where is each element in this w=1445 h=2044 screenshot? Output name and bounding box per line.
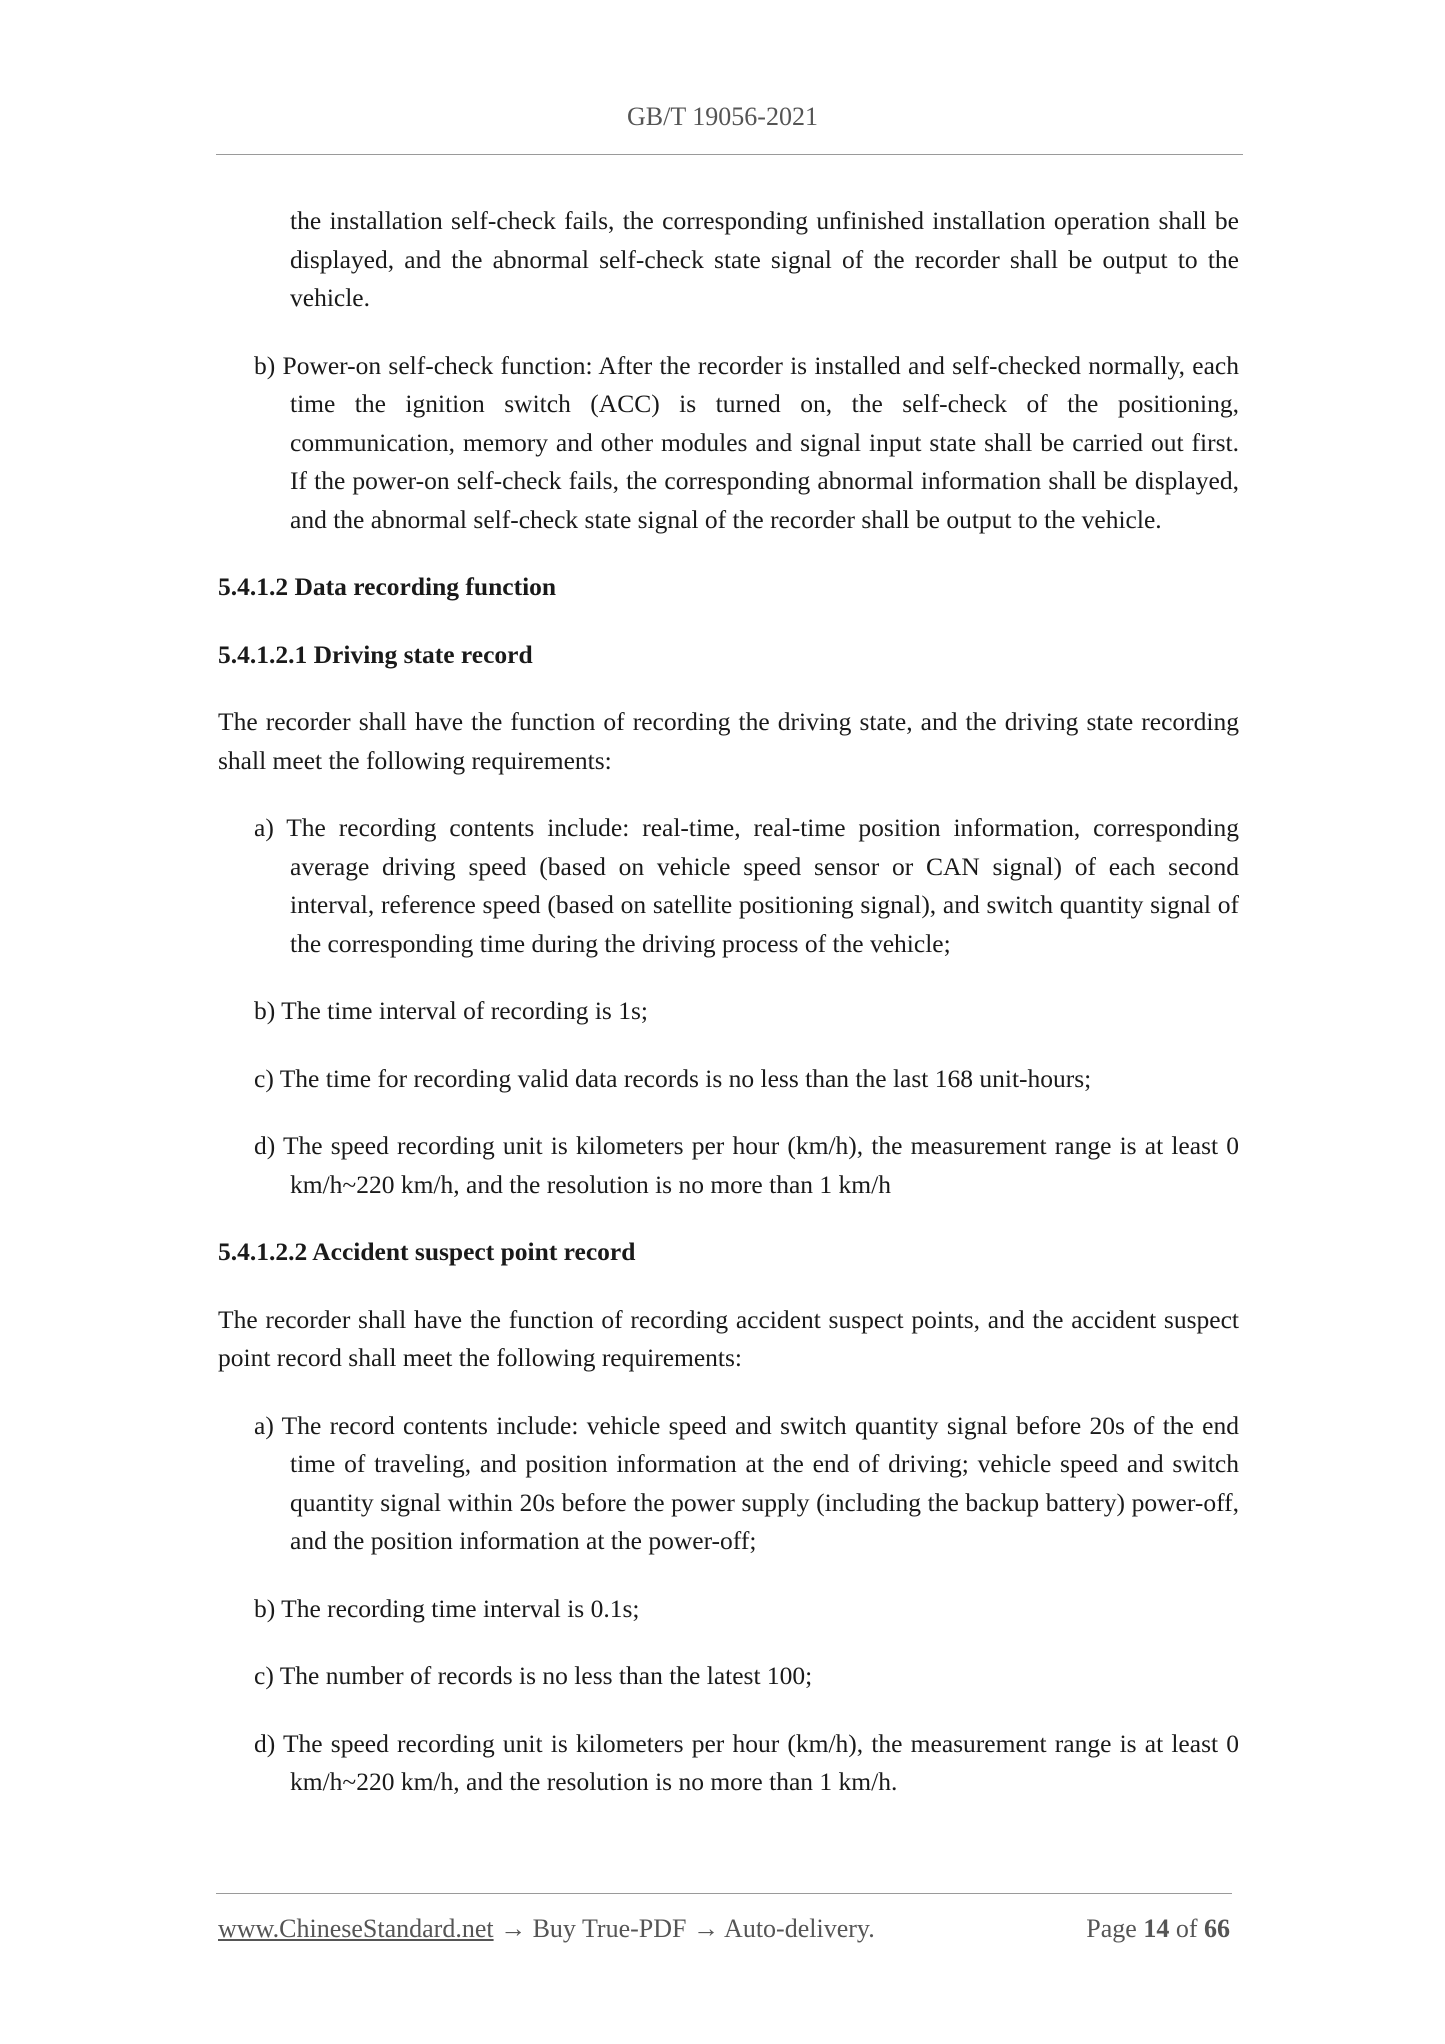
list-item: c) The time for recording valid data records is no less than the last 168 unit-hours; [254, 1063, 1092, 1093]
paragraph-driving-intro: The recorder shall have the function of recording the driving state, and the driving state recording shall meet the following requirements: [218, 707, 1239, 775]
total-pages: 66 [1204, 1914, 1230, 1943]
header-divider [216, 154, 1243, 155]
section-heading-5-4-1-2-1: 5.4.1.2.1 Driving state record [218, 639, 533, 669]
page-indicator [1086, 1914, 1230, 1944]
footer-divider [216, 1893, 1232, 1894]
list-item: b) The time interval of recording is 1s; [254, 996, 648, 1025]
list-item: a) The record contents include: vehicle speed and switch quantity signal before 20s of the end time of traveling, and position information at the end of driving; vehicle speed and switch quantity signal within 20s before the power supply (including the backup battery) power-off, and the position information at the power-off; [254, 1410, 1239, 1555]
section-heading-5-4-1-2: 5.4.1.2 Data recording function [218, 572, 557, 601]
page-label: Page [1086, 1914, 1144, 1943]
of-label: of [1169, 1914, 1204, 1943]
footer-promo [218, 1914, 875, 1944]
paragraph-continuation: the installation self-check fails, the corresponding unfinished installation operation shall be displayed, and the abnormal self-check state signal of the recorder shall be output to the vehicle. [290, 206, 1239, 312]
list-item-power-on-self-check: b) Power-on self-check function: After the recorder is installed and self-checked normally, each time the ignition switch (ACC) is turned on, the self-check of the positioning, communication, memory and other modules and signal input state shall be carried out first. If the power-on self-check fails, the corresponding abnormal information shall be displayed, and the abnormal self-check state signal of the recorder shall be output to the vehicle. [254, 350, 1239, 534]
document-body [218, 202, 1239, 1831]
list-item: b) The recording time interval is 0.1s; [254, 1593, 640, 1623]
page-number: 14 [1143, 1914, 1170, 1943]
footer-promo-text: → Buy True-PDF → Auto-delivery. [493, 1914, 875, 1943]
section-heading-5-4-1-2-2: 5.4.1.2.2 Accident suspect point record [218, 1237, 636, 1266]
list-item: d) The speed recording unit is kilometers per hour (km/h), the measurement range is at least 0 km/h~220 km/h, and the resolution is no more than 1 km/h [254, 1131, 1239, 1199]
paragraph-accident-intro: The recorder shall have the function of recording accident suspect points, and the accident suspect point record shall meet the following requirements: [218, 1304, 1239, 1372]
page-header: GB/T 19056-2021 [627, 102, 818, 131]
website-link[interactable]: www.ChineseStandard.net [218, 1914, 494, 1943]
list-item: c) The number of records is no less than the latest 100; [254, 1661, 813, 1690]
list-item: a) The recording contents include: real-time, real-time position information, corresponding average driving speed (based on vehicle speed sensor or CAN signal) of each second interval, reference speed (based on satellite positioning signal), and switch quantity signal of the corresponding time during the driving process of the vehicle; [254, 813, 1239, 958]
list-item: d) The speed recording unit is kilometers per hour (km/h), the measurement range is at least 0 km/h~220 km/h, and the resolution is no more than 1 km/h. [254, 1728, 1239, 1796]
